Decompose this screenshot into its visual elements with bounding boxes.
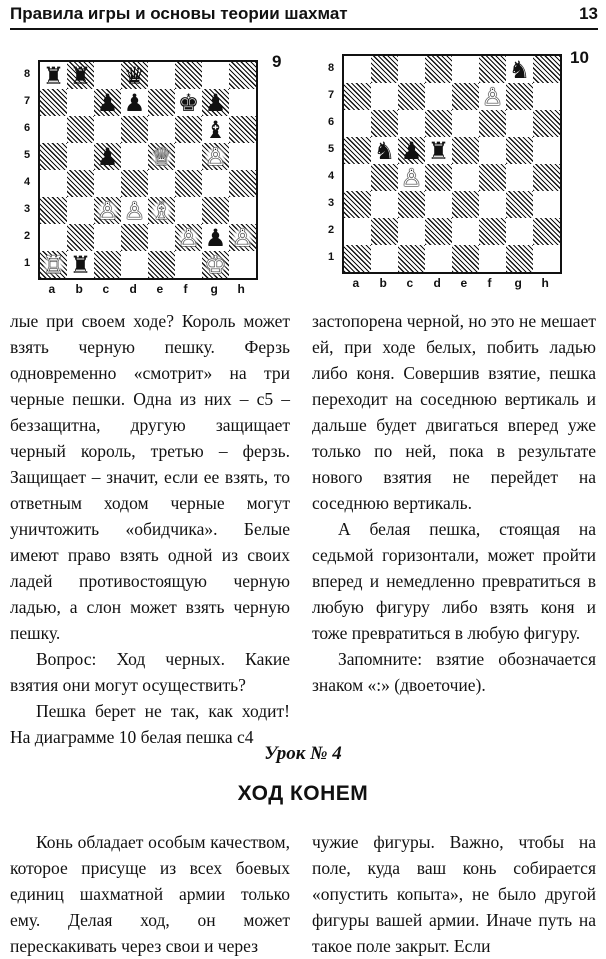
square-a5 xyxy=(344,137,371,164)
square-e7 xyxy=(148,89,175,116)
paragraph: Конь обладает особым качеством, которое присуще из всех боевых единиц шахматной армии только ему. Делая ход, он может перескакивать через свои и через xyxy=(10,832,290,956)
chess-piece: ♙ xyxy=(96,197,119,224)
square-c6 xyxy=(94,116,121,143)
square-e1 xyxy=(148,251,175,278)
square-b4 xyxy=(67,170,94,197)
square-d7 xyxy=(425,83,452,110)
rank-label: 8 xyxy=(24,67,31,80)
square-c3 xyxy=(94,197,121,224)
square-e4 xyxy=(148,170,175,197)
right-column-text xyxy=(312,308,596,698)
chess-piece: ♖ xyxy=(42,251,65,278)
chess-piece: ♙ xyxy=(204,143,227,170)
square-g1 xyxy=(506,245,533,272)
rank-label: 1 xyxy=(24,256,31,269)
square-e8 xyxy=(452,56,479,83)
file-label: e xyxy=(156,282,164,296)
square-g2 xyxy=(202,224,229,251)
square-g5 xyxy=(202,143,229,170)
square-h8 xyxy=(229,62,256,89)
square-h1 xyxy=(533,245,560,272)
paragraph: Запомните: взятие обозначается знаком «:» (двоеточие). xyxy=(312,649,596,695)
square-g8 xyxy=(202,62,229,89)
square-b8 xyxy=(371,56,398,83)
square-a8 xyxy=(344,56,371,83)
square-b6 xyxy=(371,110,398,137)
square-h4 xyxy=(229,170,256,197)
rank-label: 5 xyxy=(24,148,31,161)
square-e1 xyxy=(452,245,479,272)
square-f5 xyxy=(479,137,506,164)
file-label: d xyxy=(433,276,441,290)
file-label: a xyxy=(48,282,56,296)
section-title: ХОД КОНЕМ xyxy=(237,782,369,805)
square-d6 xyxy=(425,110,452,137)
chess-piece: ♟ xyxy=(96,143,119,170)
square-c4 xyxy=(398,164,425,191)
chess-piece: ♜ xyxy=(69,62,92,89)
running-header xyxy=(10,2,598,30)
square-c1 xyxy=(94,251,121,278)
square-h6 xyxy=(229,116,256,143)
square-a4 xyxy=(40,170,67,197)
square-g7 xyxy=(506,83,533,110)
page-number: 13 xyxy=(579,4,598,23)
square-h8 xyxy=(533,56,560,83)
square-d5 xyxy=(425,137,452,164)
square-e5 xyxy=(452,137,479,164)
square-e3 xyxy=(452,191,479,218)
square-e8 xyxy=(148,62,175,89)
rank-label: 2 xyxy=(328,223,335,236)
left-column-text-bottom xyxy=(10,829,290,959)
square-b4 xyxy=(371,164,398,191)
chess-piece: ♞ xyxy=(508,56,531,83)
chessboard-10 xyxy=(342,54,562,274)
square-d6 xyxy=(121,116,148,143)
square-c8 xyxy=(398,56,425,83)
rank-label: 8 xyxy=(328,61,335,74)
file-label: g xyxy=(210,282,218,296)
paragraph: Пешка берет не так, как ходит! На диаграмме 10 белая пешка c4 xyxy=(10,701,290,747)
rank-label: 6 xyxy=(328,115,335,128)
rank-label: 2 xyxy=(24,229,31,242)
right-column-text-bottom xyxy=(312,829,596,959)
chess-piece: ♕ xyxy=(150,143,173,170)
square-c3 xyxy=(398,191,425,218)
rank-label: 6 xyxy=(24,121,31,134)
square-f6 xyxy=(175,116,202,143)
file-label: d xyxy=(129,282,137,296)
chess-piece: ♟ xyxy=(204,89,227,116)
chess-piece: ♜ xyxy=(42,62,65,89)
square-c1 xyxy=(398,245,425,272)
square-e5 xyxy=(148,143,175,170)
chess-piece: ♙ xyxy=(231,224,254,251)
square-f7 xyxy=(479,83,506,110)
square-f8 xyxy=(479,56,506,83)
rank-label: 3 xyxy=(328,196,335,209)
square-b7 xyxy=(371,83,398,110)
square-f5 xyxy=(175,143,202,170)
square-d8 xyxy=(121,62,148,89)
square-c6 xyxy=(398,110,425,137)
square-a2 xyxy=(344,218,371,245)
chess-piece: ♟ xyxy=(123,89,146,116)
chess-piece: ♙ xyxy=(400,164,423,191)
file-label: a xyxy=(352,276,360,290)
chess-piece: ♟ xyxy=(400,137,423,164)
square-b7 xyxy=(67,89,94,116)
square-b3 xyxy=(67,197,94,224)
square-d8 xyxy=(425,56,452,83)
paragraph: застопорена черной, но это не мешает ей, при ходе белых, побить ладью либо коня. Совершив взятие, пешка переходит на соседнюю вертикаль и дальше будет двигаться вперед уже только по ней, пока в результате нового взятия не перейдет на соседнюю вертикаль. xyxy=(312,311,596,513)
square-b3 xyxy=(371,191,398,218)
file-label: e xyxy=(460,276,468,290)
file-label: b xyxy=(379,276,387,290)
square-f6 xyxy=(479,110,506,137)
paragraph: лые при своем ходе? Король может взять черную пешку. Ферзь одновременно «смотрит» на три черные пешки. Одна из них – c5 – беззащитна, другую защищает черный король, третью – ферзь. Защищает – значит, если ее взять, то ответным ходом черные могут уничтожить «обидчика». Белые имеют право взять одной из своих ладей противостоящую черную ладью, а слон может взять черную пешку. xyxy=(10,311,290,643)
square-a3 xyxy=(40,197,67,224)
lesson-label: Урок № 4 xyxy=(264,743,342,764)
square-a5 xyxy=(40,143,67,170)
square-c2 xyxy=(398,218,425,245)
square-a6 xyxy=(344,110,371,137)
square-g8 xyxy=(506,56,533,83)
square-g4 xyxy=(202,170,229,197)
square-d3 xyxy=(425,191,452,218)
left-column-text xyxy=(10,308,290,750)
square-g1 xyxy=(202,251,229,278)
square-b8 xyxy=(67,62,94,89)
square-f4 xyxy=(479,164,506,191)
square-g2 xyxy=(506,218,533,245)
square-h5 xyxy=(533,137,560,164)
square-e2 xyxy=(148,224,175,251)
square-b1 xyxy=(371,245,398,272)
square-h3 xyxy=(533,191,560,218)
file-label: c xyxy=(102,282,110,296)
chess-piece: ♙ xyxy=(123,197,146,224)
square-e3 xyxy=(148,197,175,224)
square-h7 xyxy=(229,89,256,116)
square-f3 xyxy=(479,191,506,218)
chessboard-9 xyxy=(38,60,258,280)
square-g3 xyxy=(506,191,533,218)
square-d4 xyxy=(121,170,148,197)
square-a1 xyxy=(344,245,371,272)
chess-piece: ♙ xyxy=(481,83,504,110)
square-b1 xyxy=(67,251,94,278)
square-b2 xyxy=(371,218,398,245)
square-f1 xyxy=(479,245,506,272)
square-c7 xyxy=(398,83,425,110)
chess-piece: ♚ xyxy=(177,89,200,116)
square-a8 xyxy=(40,62,67,89)
square-e2 xyxy=(452,218,479,245)
square-f4 xyxy=(175,170,202,197)
square-b2 xyxy=(67,224,94,251)
rank-label: 4 xyxy=(328,169,335,182)
square-g5 xyxy=(506,137,533,164)
rank-label: 4 xyxy=(24,175,31,188)
square-e6 xyxy=(452,110,479,137)
square-f8 xyxy=(175,62,202,89)
square-d2 xyxy=(121,224,148,251)
diagram-number: 9 xyxy=(272,52,282,71)
square-c8 xyxy=(94,62,121,89)
chess-piece: ♙ xyxy=(177,224,200,251)
rank-label: 7 xyxy=(24,94,31,107)
square-f2 xyxy=(479,218,506,245)
file-label: g xyxy=(514,276,522,290)
square-g6 xyxy=(506,110,533,137)
square-h3 xyxy=(229,197,256,224)
running-title: Правила игры и основы теории шахмат xyxy=(10,4,348,23)
square-c5 xyxy=(398,137,425,164)
square-a2 xyxy=(40,224,67,251)
chess-piece: ♜ xyxy=(69,251,92,278)
square-g7 xyxy=(202,89,229,116)
square-g3 xyxy=(202,197,229,224)
chess-piece: ♞ xyxy=(373,137,396,164)
square-f7 xyxy=(175,89,202,116)
chess-piece: ♜ xyxy=(427,137,450,164)
file-label: f xyxy=(183,282,188,296)
square-h1 xyxy=(229,251,256,278)
square-d1 xyxy=(121,251,148,278)
square-g6 xyxy=(202,116,229,143)
square-c4 xyxy=(94,170,121,197)
square-d3 xyxy=(121,197,148,224)
square-c2 xyxy=(94,224,121,251)
square-g4 xyxy=(506,164,533,191)
file-label: f xyxy=(487,276,492,290)
square-a7 xyxy=(344,83,371,110)
rank-label: 3 xyxy=(24,202,31,215)
square-b5 xyxy=(371,137,398,164)
paragraph: Вопрос: Ход черных. Какие взятия они могут осуществить? xyxy=(10,649,290,695)
rank-label: 7 xyxy=(328,88,335,101)
square-h5 xyxy=(229,143,256,170)
square-c5 xyxy=(94,143,121,170)
paragraph: чужие фигуры. Важно, чтобы на поле, куда ваш конь собирается «опустить копыта», не было другой фигуры вашей армии. Иначе путь на такое поле закрыт. Если xyxy=(312,832,596,956)
file-label: h xyxy=(237,282,245,296)
square-d5 xyxy=(121,143,148,170)
square-h4 xyxy=(533,164,560,191)
square-d2 xyxy=(425,218,452,245)
square-d4 xyxy=(425,164,452,191)
square-a7 xyxy=(40,89,67,116)
square-e4 xyxy=(452,164,479,191)
square-a1 xyxy=(40,251,67,278)
chess-piece: ♗ xyxy=(150,197,173,224)
square-a3 xyxy=(344,191,371,218)
square-e7 xyxy=(452,83,479,110)
square-h2 xyxy=(533,218,560,245)
square-h7 xyxy=(533,83,560,110)
rank-label: 5 xyxy=(328,142,335,155)
chess-piece: ♔ xyxy=(204,251,227,278)
square-c7 xyxy=(94,89,121,116)
square-f3 xyxy=(175,197,202,224)
chess-piece: ♛ xyxy=(123,62,146,89)
chess-piece: ♝ xyxy=(204,116,227,143)
square-d7 xyxy=(121,89,148,116)
square-f2 xyxy=(175,224,202,251)
paragraph: А белая пешка, стоящая на седьмой горизонтали, может пройти вперед и немедленно превратиться в любую фигуру либо взять коня и тоже превратиться в любую фигуру. xyxy=(312,519,596,643)
square-d1 xyxy=(425,245,452,272)
file-label: c xyxy=(406,276,414,290)
square-a4 xyxy=(344,164,371,191)
square-h2 xyxy=(229,224,256,251)
file-label: b xyxy=(75,282,83,296)
square-f1 xyxy=(175,251,202,278)
square-h6 xyxy=(533,110,560,137)
square-b6 xyxy=(67,116,94,143)
rank-label: 1 xyxy=(328,250,335,263)
square-b5 xyxy=(67,143,94,170)
square-e6 xyxy=(148,116,175,143)
square-a6 xyxy=(40,116,67,143)
diagram-number: 10 xyxy=(570,48,589,67)
chess-piece: ♟ xyxy=(204,224,227,251)
chess-piece: ♟ xyxy=(96,89,119,116)
file-label: h xyxy=(541,276,549,290)
